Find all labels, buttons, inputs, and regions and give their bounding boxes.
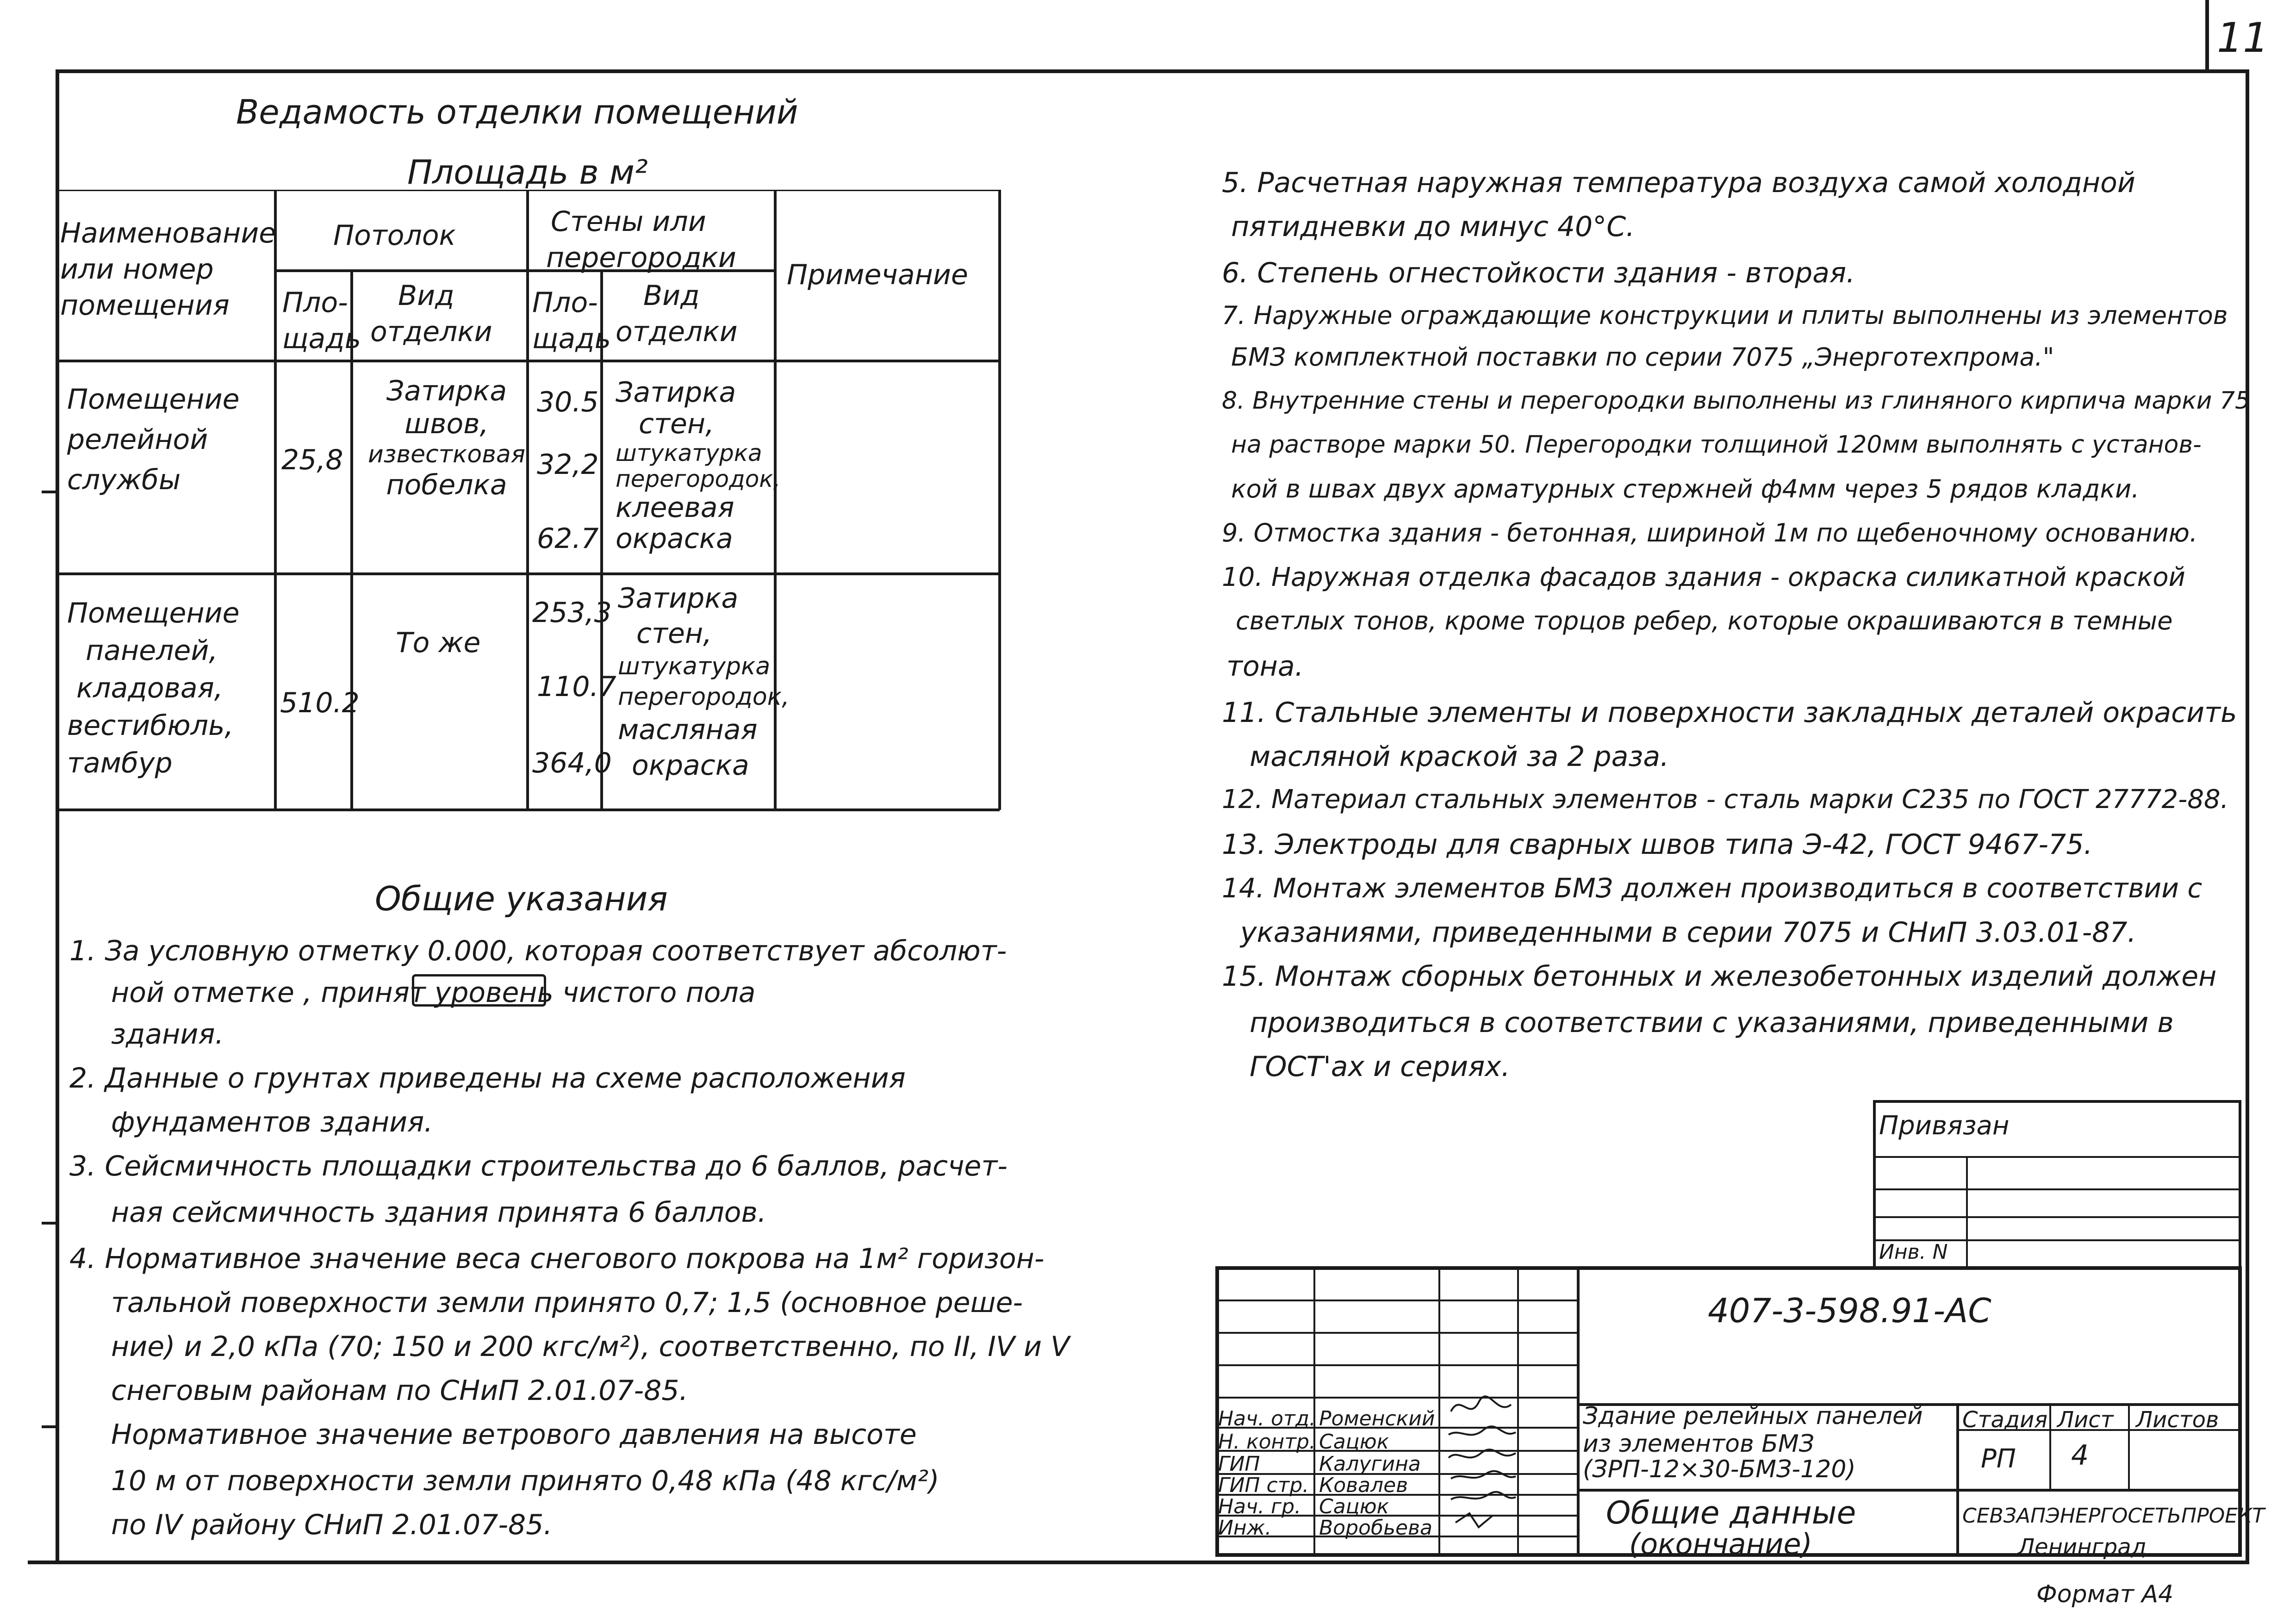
sheet-number: 11 [2217, 14, 2269, 62]
object-name-line: Здание релейных панелей [1583, 1402, 1923, 1430]
signer-name: Роменский [1319, 1407, 1435, 1430]
right-note-line: производиться в соответствии с указаниями, приведенными в [1250, 1007, 2174, 1039]
finish-table-title: Ведамость отделки помещений [236, 93, 798, 131]
right-note-line: БМЗ комплектной поставки по серии 7075 „Энерготехпрома." [1231, 342, 2054, 372]
object-name-line: из элементов БМЗ [1583, 1430, 1815, 1458]
general-note-line: 3. Сейсмичность площадки строительства до 6 баллов, расчет- [69, 1150, 1008, 1182]
role-label: Инж. [1218, 1516, 1272, 1540]
right-note-line: 10. Наружная отделка фасадов здания - окраска силикатной краской [1222, 562, 2185, 592]
row2-room: Помещение панелей, кладовая, вестибюль, тамбур [67, 597, 240, 779]
header-ceiling: Потолок [333, 219, 456, 252]
header-ceiling-finish: Вид отделки [370, 280, 492, 348]
general-note-line: ной отметке , принят уровень чистого пола [111, 976, 756, 1009]
sheets-label: Листов [2136, 1407, 2219, 1433]
general-note-line: тальной поверхности земли принято 0,7; 1,5 (основное реше- [111, 1287, 1023, 1319]
header-wall-area: Пло- щадь [532, 286, 611, 355]
right-note-line: светлых тонов, кроме торцов ребер, которые окрашиваются в темные [1236, 606, 2173, 635]
sheet-subtitle: (окончание) [1629, 1527, 1812, 1561]
signatures-image [1442, 1384, 1520, 1541]
general-note-line: ная сейсмичность здания принята 6 баллов. [111, 1196, 766, 1229]
sheet-label: Лист [2057, 1407, 2114, 1433]
general-note-line: 10 м от поверхности земли принято 0,48 кПа (48 кгс/м²) [111, 1465, 940, 1497]
row1-room: Помещение релейной службы [67, 383, 240, 496]
general-note-line: 4. Нормативное значение веса снегового покрова на 1м² горизон- [69, 1243, 1045, 1275]
row1-wall-finish: Затирка стен, штукатурка перегородок, клеевая окраска [616, 376, 781, 555]
general-note-line: 2. Данные о грунтах приведены на схеме расположения [69, 1062, 906, 1094]
right-note-line: 8. Внутренние стены и перегородки выполнены из глиняного кирпича марки 75 [1222, 387, 2251, 415]
role-label: Нач. отд. [1218, 1407, 1316, 1430]
role-label: Н. контр. [1218, 1430, 1316, 1454]
role-label: Нач. гр. [1218, 1495, 1301, 1518]
row1-ceiling-area: 25,8 [281, 444, 343, 476]
row2-ceiling-area: 510.2 [280, 687, 360, 719]
right-note-line: 11. Стальные элементы и поверхности закладных деталей окрасить [1222, 696, 2237, 729]
finish-table-subtitle: Площадь в м² [407, 153, 648, 192]
right-note-line: 7. Наружные ограждающие конструкции и плиты выполнены из элементов [1222, 301, 2228, 330]
sheet-format: Формат А4 [2036, 1580, 2174, 1608]
organization-city: Ленинград [2018, 1534, 2147, 1560]
right-note-line: 5. Расчетная наружная температура воздуха самой холодной [1222, 167, 2135, 199]
right-note-line: кой в швах двух арматурных стержней ф4мм через 5 рядов кладки. [1231, 474, 2140, 504]
right-note-line: 6. Степень огнестойкости здания - вторая. [1222, 257, 1855, 289]
frame-top-line [56, 69, 2249, 73]
right-note-line: масляной краской за 2 раза. [1250, 740, 1669, 773]
row1-wall-area-2: 32,2 [537, 448, 599, 481]
right-note-line: тона. [1226, 650, 1304, 683]
right-note-line: ГОСТ'ах и сериях. [1250, 1051, 1510, 1083]
general-note-line: снеговым районам по СНиП 2.01.07-85. [111, 1374, 688, 1407]
row2-wall-area-2: 110.7 [537, 671, 616, 703]
header-note: Примечание [787, 259, 968, 291]
general-note-line: здания. [111, 1018, 224, 1051]
sheet-title: Общие данные [1606, 1495, 1856, 1531]
right-note-line: 14. Монтаж элементов БМЗ должен производиться в соответствии с [1222, 872, 2203, 904]
header-wall-finish: Вид отделки [616, 280, 738, 348]
right-note-line: 15. Монтаж сборных бетонных и железобетонных изделий должен [1222, 960, 2217, 993]
row1-wall-area-3: 62.7 [537, 522, 599, 555]
header-room: Наименование или номер помещения [60, 217, 276, 322]
sheet-number-divider [2205, 0, 2209, 69]
row2-wall-area-3: 364,0 [532, 747, 612, 779]
object-name-line: (ЗРП-12×30-БМЗ-120) [1583, 1455, 1856, 1483]
stage-label: Стадия [1962, 1407, 2048, 1433]
general-note-line: фундаментов здания. [111, 1106, 433, 1138]
sheet-value: 4 [2071, 1439, 2089, 1472]
row2-wall-finish: Затирка стен, штукатурка перегородок, масляная окраска [618, 582, 790, 782]
general-note-line: Нормативное значение ветрового давления на высоте [111, 1418, 917, 1451]
right-note-line: указаниями, приведенными в серии 7075 и СНиП 3.03.01-87. [1240, 916, 2136, 949]
role-label: ГИП стр. [1218, 1474, 1309, 1497]
row1-wall-area-1: 30.5 [537, 386, 599, 418]
margin-tick [42, 1222, 58, 1225]
row1-ceiling-finish: Затирка швов, известковая побелка [368, 375, 525, 501]
right-note-line: пятидневки до минус 40°С. [1231, 211, 1635, 243]
organization-name: СЕВЗАПЭНЕРГОСЕТЬПРОЕКТ [1962, 1504, 2265, 1528]
signer-name: Сацюк [1319, 1495, 1389, 1518]
right-note-line: 13. Электроды для сварных швов типа Э-42, ГОСТ 9467-75. [1222, 828, 2093, 861]
header-ceiling-area: Пло- щадь [282, 286, 361, 355]
signer-name: Сацюк [1319, 1430, 1389, 1454]
signer-name: Ковалев [1319, 1474, 1408, 1497]
signer-name: Воробьева [1319, 1516, 1432, 1540]
inventory-number-label: Инв. N [1879, 1240, 1948, 1264]
right-note-line: на растворе марки 50. Перегородки толщиной 120мм выполнять с установ- [1231, 431, 2202, 459]
general-note-line: 1. За условную отметку 0.000, которая соответствует абсолют- [69, 935, 1007, 967]
role-label: ГИП [1218, 1452, 1260, 1476]
row2-wall-area-1: 253,3 [532, 597, 612, 629]
general-note-line: ние) и 2,0 кПа (70; 150 и 200 кгс/м²), соответственно, по II, IV и V [111, 1331, 1070, 1363]
row2-ceiling-finish: То же [396, 627, 481, 659]
general-notes-title: Общие указания [375, 879, 668, 918]
stage-value: РП [1981, 1444, 2016, 1474]
header-walls: Стены или перегородки [546, 205, 736, 274]
right-note-line: 12. Материал стальных элементов - сталь марки С235 по ГОСТ 27772-88. [1222, 784, 2229, 815]
margin-tick [42, 1425, 58, 1428]
general-note-line: по IV району СНиП 2.01.07-85. [111, 1509, 553, 1541]
signer-name: Калугина [1319, 1452, 1421, 1476]
right-note-line: 9. Отмостка здания - бетонная, шириной 1м по щебеночному основанию. [1222, 518, 2198, 547]
document-code: 407-3-598.91-АС [1708, 1291, 1991, 1330]
reference-stamp-title: Привязан [1879, 1111, 2010, 1141]
